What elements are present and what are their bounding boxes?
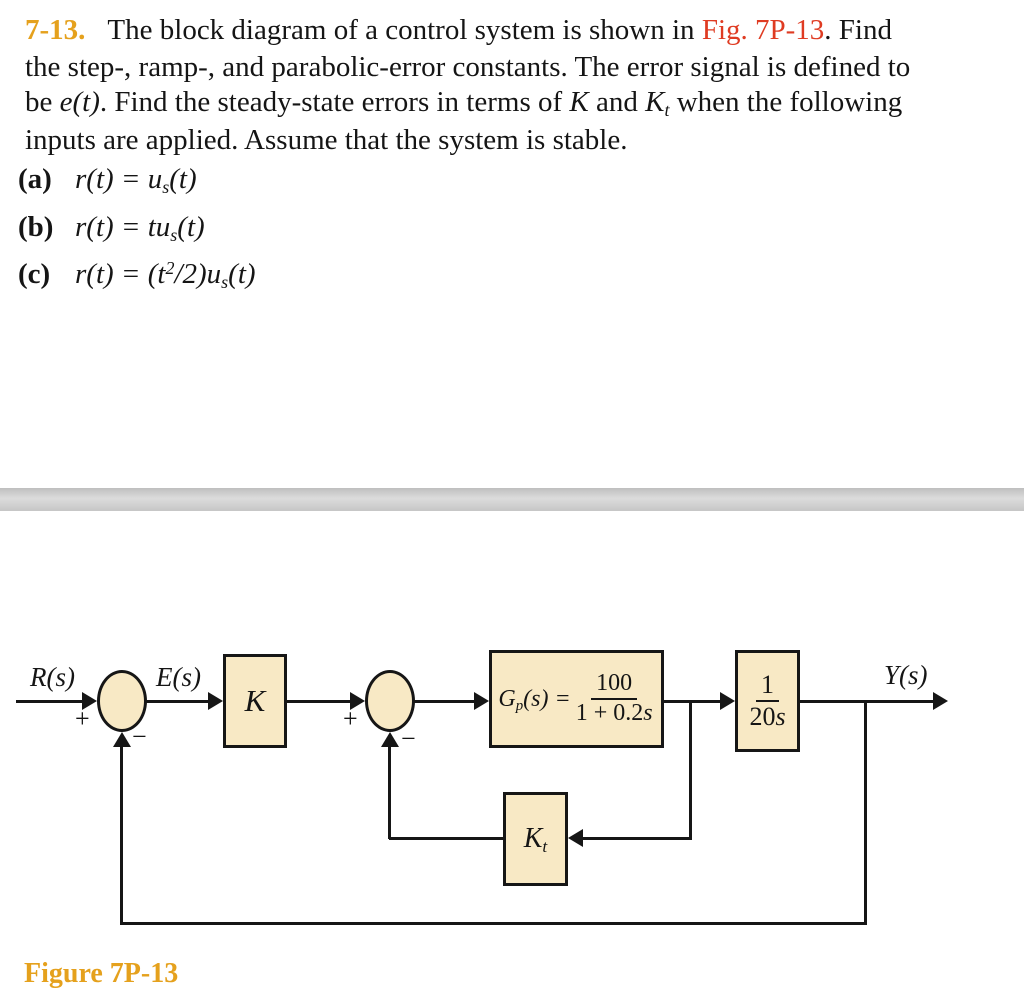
- plant-transfer-fraction: $\frac{100}{1 + 0.2s}$: [575, 670, 653, 726]
- item-label: (c): [18, 258, 51, 290]
- statement-text-3c: and: [588, 86, 646, 118]
- sum2-to-plant-line: [414, 700, 476, 703]
- statement-text-2: the step-, ramp-, and parabolic-error constants. The error signal is defined to: [25, 51, 911, 83]
- inner-feedback-right-line: [583, 837, 692, 840]
- gain-symbol-Kt: $K_t$: [645, 86, 670, 121]
- arrowhead-output: [933, 692, 948, 710]
- sum1-minus-sign: −: [132, 722, 147, 751]
- plant-to-integrator-line: [662, 700, 722, 703]
- arrowhead-into-tach-block: [568, 829, 583, 847]
- input-line: [16, 700, 84, 703]
- tach-block-Kt: [503, 792, 568, 886]
- item-label: (a): [18, 163, 52, 195]
- item-formula: $r(t) = (t^2/2)u_s(t)$: [75, 258, 256, 293]
- outer-feedback-takeoff-line: [864, 701, 867, 925]
- sum1-plus-sign: +: [75, 704, 90, 733]
- integrator-fraction: $\frac{1}{20s}$: [749, 670, 786, 731]
- statement-text-4: inputs are applied. Assume that the system is stable.: [25, 124, 628, 156]
- item-formula: $r(t) = tu_s(t)$: [75, 211, 205, 246]
- gain-block-K: [223, 654, 287, 748]
- gain-to-sum2-line: [286, 700, 352, 703]
- error-line: [146, 700, 210, 703]
- problem-number: 7-13.: [25, 14, 86, 46]
- arrowhead-into-sum1-bottom: [113, 732, 131, 747]
- sum2-minus-sign: −: [401, 724, 416, 753]
- arrowhead-into-gain-block: [208, 692, 223, 710]
- integrator-block: [735, 650, 800, 752]
- arrowhead-into-integrator-block: [720, 692, 735, 710]
- statement-text-3a: be: [25, 86, 60, 118]
- sum2-plus-sign: +: [343, 704, 358, 733]
- error-signal-symbol: e(t): [59, 86, 100, 118]
- plant-block-label: $G_p(s)$ = $\frac{100}{1 + 0.2s}$: [498, 670, 653, 726]
- error-signal-label: E(s): [156, 662, 201, 692]
- statement-text-1b: . Find: [824, 14, 892, 46]
- arrowhead-into-sum2-bottom: [381, 732, 399, 747]
- output-signal-label: Y(s): [884, 660, 928, 690]
- gain-block-label: K: [244, 683, 266, 718]
- input-signal-label: R(s): [30, 662, 75, 692]
- figure-reference: Fig. 7P-13: [701, 14, 825, 46]
- figure-caption: Figure 7P-13: [24, 958, 179, 989]
- outer-feedback-up-line: [120, 744, 123, 924]
- inner-feedback-takeoff-line: [689, 701, 692, 839]
- gain-symbol-K: K: [569, 86, 589, 118]
- statement-text-3b: . Find the steady-state errors in terms of: [99, 86, 570, 118]
- plant-block-Gp: [489, 650, 664, 748]
- statement-text-1a: The block diagram of a control system is shown in: [107, 14, 702, 46]
- outer-feedback-bottom-line: [120, 922, 867, 925]
- summing-junction-2: [365, 670, 415, 732]
- statement-text-3d: when the following: [669, 86, 903, 118]
- item-label: (b): [18, 211, 54, 243]
- output-line: [799, 700, 936, 703]
- item-formula: $r(t) = u_s(t)$: [75, 163, 197, 198]
- inner-feedback-left-line: [389, 837, 503, 840]
- inner-feedback-up-line: [388, 744, 391, 839]
- arrowhead-into-plant-block: [474, 692, 489, 710]
- tach-block-label: $K_t$: [523, 823, 548, 856]
